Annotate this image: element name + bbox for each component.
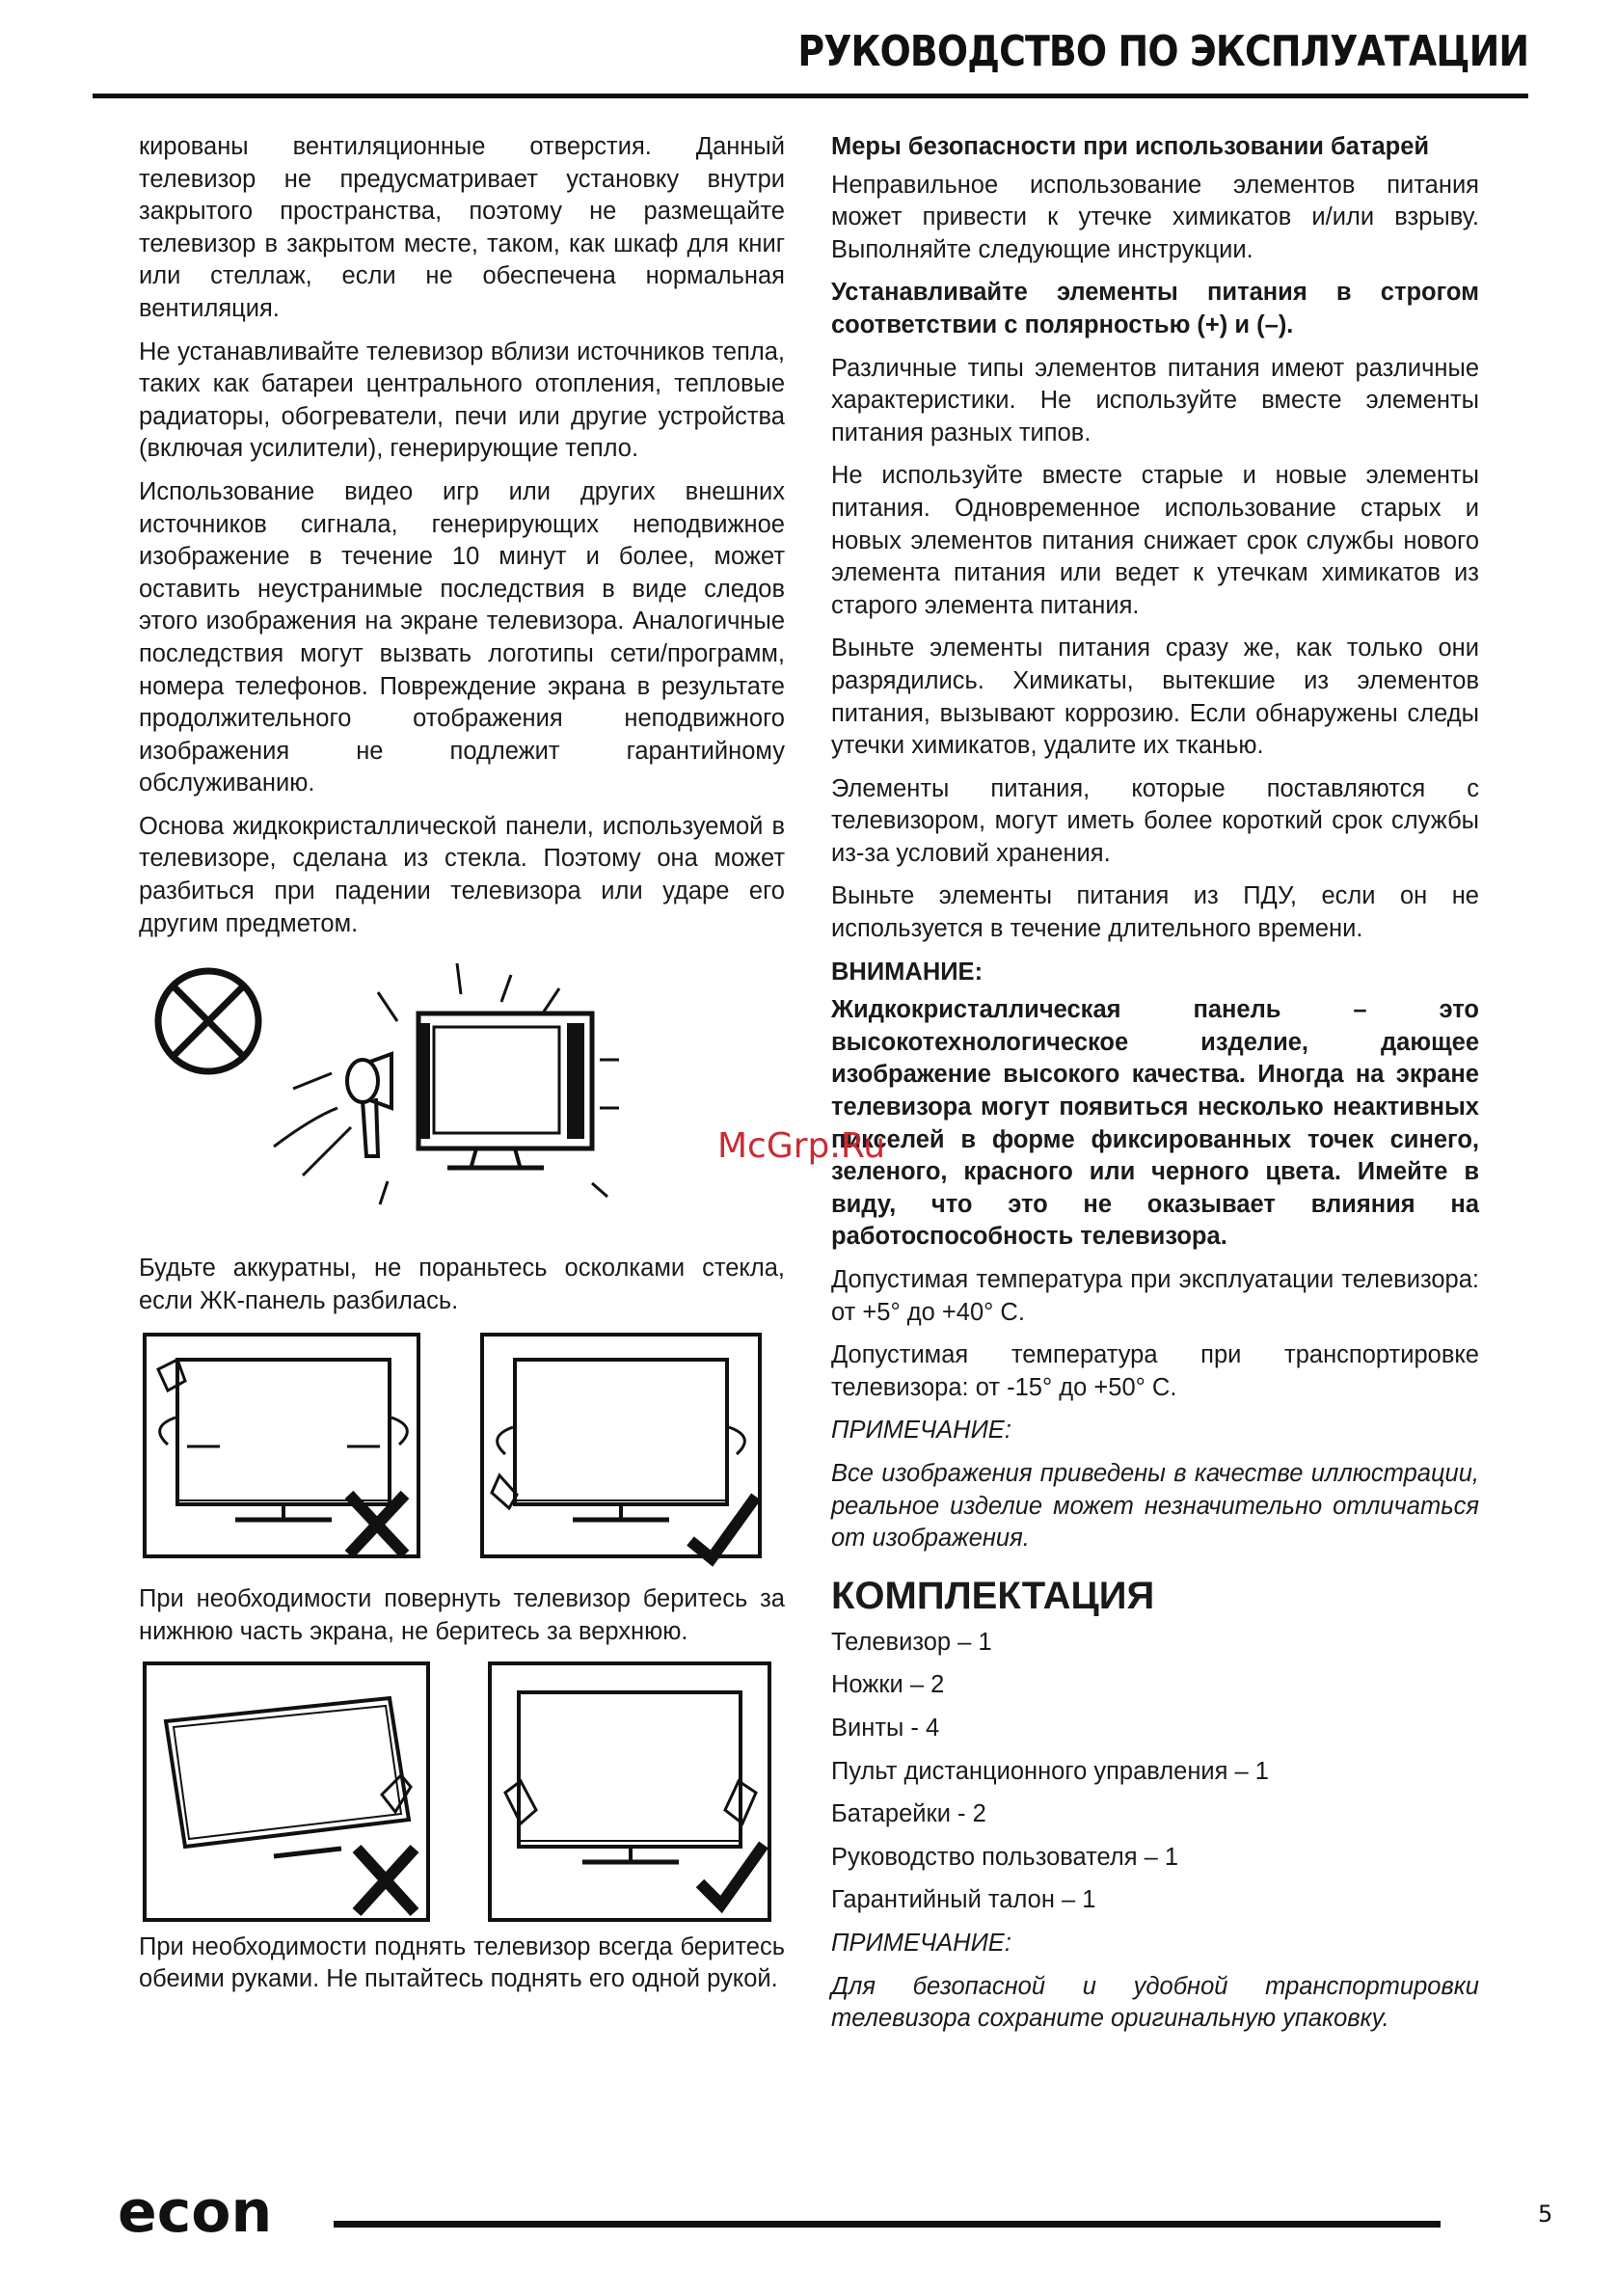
left-paragraph-ventilation: кированы вентиляционные отверстия. Данный телевизор не предусматривает установку внутри закрытого пространства, поэтому не размещайте телевизор в закрытом месте, таком, как шкаф для книг или стеллаж, если не обеспечена нормальная вентиляция.	[139, 133, 785, 322]
left-paragraph-heat-sources: Не устанавливайте телевизор вблизи источников тепла, таких как батареи центрального отопления, тепловые радиаторы, обогреватели, печи или другие устройства (включая усилители), генерирующие тепло.	[139, 338, 785, 463]
note-text-1: Все изображения приведены в качестве иллюстрации, реальное изделие может незначительно отличаться от изображения.	[831, 1459, 1479, 1553]
temperature-transport: Допустимая температура при транспортировке телевизора: от -15° до +50° С.	[831, 1341, 1479, 1401]
note-label-2: ПРИМЕЧАНИЕ:	[831, 1929, 1011, 1957]
broken-glass-illustration	[139, 954, 785, 1253]
left-caption-broken-glass: Будьте аккуратны, не пораньтесь осколками стекла, если ЖК-панель разбилась.	[139, 1255, 785, 1314]
left-paragraph-glass-panel: Основа жидкокристаллической панели, используемой в телевизоре, сделана из стекла. Поэтому она может разбиться при падении телевизора или ударе его другим предметом.	[139, 812, 785, 937]
battery-paragraph-old-new: Не используйте вместе старые и новые элементы питания. Одновременное использование старых и новых элементов питания снижает срок службы нового элемента питания или ведет к утечкам химикатов из старого элемента питания.	[831, 462, 1479, 619]
watermark-text: McGrp.Ru	[717, 1126, 886, 1166]
attention-label: ВНИМАНИЕ:	[831, 958, 984, 986]
header-rule	[93, 94, 1528, 98]
list-item: Гарантийный талон – 1	[831, 1886, 1096, 1914]
econ-logo	[118, 2185, 291, 2252]
list-item: Батарейки - 2	[831, 1800, 986, 1828]
lift-tv-drawing	[139, 1660, 785, 1926]
rotate-tv-drawing	[139, 1331, 785, 1572]
battery-paragraph-supplied: Элементы питания, которые поставляются с телевизором, могут иметь более короткий срок службы из-за условий хранения.	[831, 774, 1479, 867]
battery-paragraph-types: Различные типы элементов питания имеют различные характеристики. Не используйте вместе элементы питания разных типов.	[831, 354, 1479, 446]
attention-text: Жидкокристаллическая панель – это высокотехнологическое изделие, дающее изображение высокого качества. Иногда на экране телевизора могут появиться несколько неактивных пикселей в форме фиксированных точек синего, зеленого, красного или черного цвета. Имейте в виду, что это не оказывает влияния на работоспособность телевизора.	[831, 996, 1479, 1251]
left-paragraph-static-image: Использование видео игр или других внешних источников сигнала, генерирующих неподвижное изображение в течение 10 минут и более, может оставить неустранимые последствия в виде следов этого изображения на экране телевизора. Аналогичные последствия могут вызвать логотипы сети/программ, номера телефонов. Повреждение экрана в результате продолжительного отображения неподвижного изображения не подлежит гарантийному обслуживанию.	[139, 477, 785, 797]
right-column	[831, 131, 1479, 2046]
note-text-2: Для безопасной и удобной транспортировки телевизора сохраните оригинальную упаковку.	[831, 1972, 1479, 2033]
lift-tv-illustrations	[139, 1660, 785, 1931]
list-item: Телевизор – 1	[831, 1628, 992, 1656]
battery-paragraph-remove: Выньте элементы питания сразу же, как только они разрядились. Химикаты, вытекшие из элементов питания, вызывают коррозию. Если обнаружены следы утечки химикатов, удалите их тканью.	[831, 635, 1479, 760]
battery-polarity-warning: Устанавливайте элементы питания в строгом соответствии с полярностью (+) и (–).	[831, 279, 1479, 338]
left-caption-lift: При необходимости поднять телевизор всегда беритесь обеими руками. Не пытайтесь поднять его одной рукой.	[139, 1932, 785, 1993]
battery-safety-heading: Меры безопасности при использовании батарей	[831, 133, 1430, 160]
package-list	[831, 1627, 1479, 1928]
battery-paragraph-1: Неправильное использование элементов питания может привести к утечке химикатов и/или взрыву. Выполняйте следующие инструкции.	[831, 171, 1479, 263]
list-item: Пульт дистанционного управления – 1	[831, 1757, 1269, 1785]
battery-paragraph-remote: Выньте элементы питания из ПДУ, если он не используется в течение длительного времени.	[831, 882, 1479, 943]
econ-logo-drawing	[118, 2185, 291, 2247]
list-item: Винты - 4	[831, 1714, 940, 1742]
page-number: 5	[1538, 2201, 1553, 2228]
footer-rule	[334, 2221, 1441, 2228]
left-column	[139, 131, 785, 2007]
package-section-title: КОМПЛЕКТАЦИЯ	[831, 1574, 1155, 1617]
left-caption-rotate: При необходимости повернуть телевизор беритесь за нижнюю часть экрана, не беритесь за верхнюю.	[139, 1585, 785, 1646]
list-item: Ножки – 2	[831, 1671, 945, 1699]
list-item: Руководство пользователя – 1	[831, 1843, 1179, 1871]
page-header-title: РУКОВОДСТВО ПО ЭКСПЛУАТАЦИИ	[797, 27, 1528, 76]
temperature-operating: Допустимая температура при эксплуатации телевизора: от +5° до +40° С.	[831, 1266, 1479, 1326]
hammer-tv-drawing	[139, 954, 621, 1233]
rotate-tv-illustrations	[139, 1331, 785, 1583]
econ-logo-text: econ	[118, 2185, 273, 2246]
note-label-1: ПРИМЕЧАНИЕ:	[831, 1417, 1011, 1445]
